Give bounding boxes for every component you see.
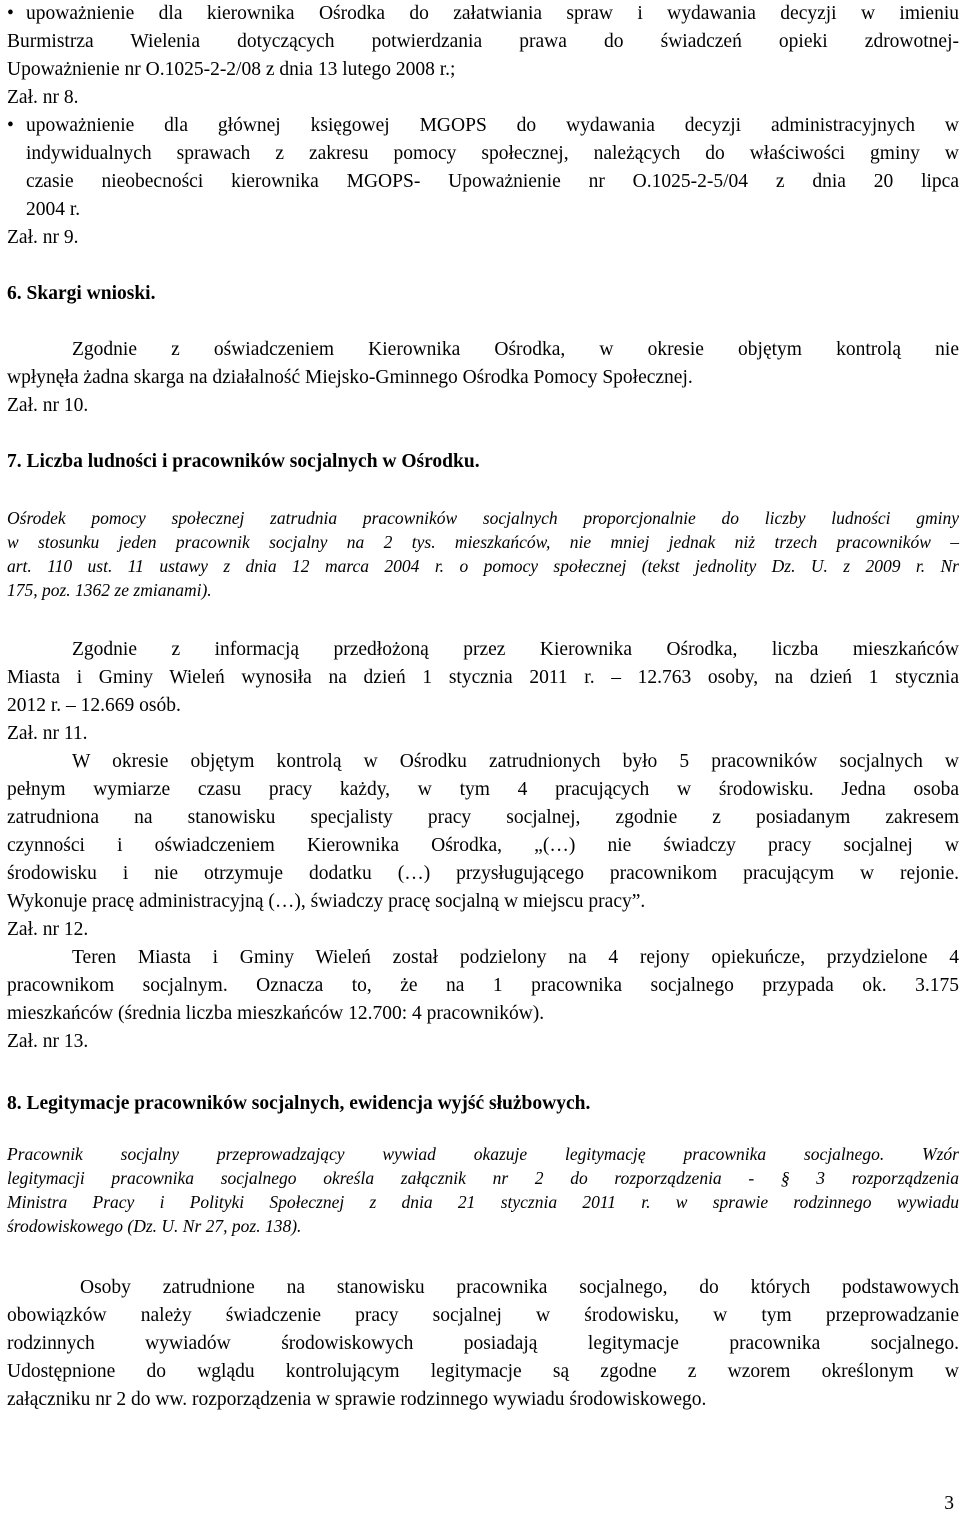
text-line: upoważnienie dla kierownika Ośrodka do załatwiania spraw i wydawania decyzji w imieniu: [26, 3, 959, 24]
id-card-legal-note: [7, 1142, 959, 1238]
attachment-ref: Zał. nr 13.: [7, 1031, 89, 1052]
text-line: Zgodnie z informacją przedłożoną przez Kierownika Ośrodka, liczba mieszkańców: [72, 639, 959, 660]
text-line: czasie nieobecności kierownika MGOPS- Upoważnienie nr O.1025-2-5/04 z dnia 20 lipca: [26, 171, 959, 192]
text-line: w stosunku jeden pracownik socjalny na 2 tys. mieszkańców, nie mniej jednak niż trzech pracowników –: [7, 532, 959, 552]
text-line: Udostępnione do wglądu kontrolującym legitymacje są zgodne z wzorem określonym w: [7, 1361, 959, 1382]
attachment-ref: Zał. nr 8.: [7, 87, 79, 108]
text-line: Ministra Pracy i Polityki Społecznej z dnia 21 stycznia 2011 r. w sprawie rodzinnego wywiadu: [7, 1192, 959, 1212]
staff-paragraph: [7, 748, 959, 916]
districts-paragraph: [7, 944, 959, 1028]
legal-basis-note: [7, 506, 959, 602]
text-line: pracownikom socjalnym. Oznacza to, że na 1 pracownika socjalnego przypada ok. 3.175: [7, 975, 959, 996]
text-line: 175, poz. 1362 ze zmianami).: [7, 580, 212, 600]
attachment-ref: Zał. nr 9.: [7, 227, 79, 248]
text-line: Wykonuje pracę administracyjną (…), świadczy pracę socjalną w miejscu pracy”.: [7, 891, 646, 912]
bullet-marker: •: [7, 3, 14, 24]
text-line: upoważnienie dla głównej księgowej MGOPS do wydawania decyzji administracyjnych w: [26, 115, 959, 136]
text-line: indywidualnych sprawach z zakresu pomocy społecznej, należących do właściwości gminy w: [26, 143, 959, 164]
text-line: 2004 r.: [26, 199, 81, 220]
attachment-ref: Zał. nr 11.: [7, 723, 88, 744]
authorization-item-2: [26, 112, 959, 224]
text-line: załączniku nr 2 do ww. rozporządzenia w sprawie rodzinnego wywiadu środowiskowego.: [7, 1389, 707, 1410]
id-card-paragraph: [7, 1274, 959, 1414]
authorization-item-1: [7, 0, 959, 84]
text-line: środowiskowego (Dz. U. Nr 27, poz. 138).: [7, 1216, 302, 1236]
section-heading: 8. Legitymacje pracowników socjalnych, ewidencja wyjść służbowych.: [7, 1093, 591, 1114]
text-line: środowisku i nie otrzymuje dodatku (…) przysługującego pracownikom pracującym w rejonie.: [7, 863, 959, 884]
section6-paragraph: [7, 336, 959, 392]
text-line: Osoby zatrudnione na stanowisku pracownika socjalnego, do których podstawowych: [80, 1277, 959, 1298]
text-line: obowiązków należy świadczenie pracy socjalnej w środowisku, w tym przeprowadzanie: [7, 1305, 959, 1326]
text-line: Teren Miasta i Gminy Wieleń został podzielony na 4 rejony opiekuńcze, przydzielone 4: [72, 947, 959, 968]
bullet-marker: •: [7, 115, 14, 136]
population-paragraph: [7, 636, 959, 720]
attachment-ref: Zał. nr 12.: [7, 919, 89, 940]
text-line: 2012 r. – 12.669 osób.: [7, 695, 181, 716]
text-line: legitymacji pracownika socjalnego określa załącznik nr 2 do rozporządzenia - § 3 rozporządzenia: [7, 1168, 959, 1188]
text-line: mieszkańców (średnia liczba mieszkańców 12.700: 4 pracowników).: [7, 1003, 545, 1024]
text-line: Ośrodek pomocy społecznej zatrudnia pracowników socjalnych proporcjonalnie do liczby ludności gminy: [7, 508, 959, 528]
attachment-ref: Zał. nr 10.: [7, 395, 89, 416]
text-line: czynności i oświadczeniem Kierownika Ośrodka, „(…) nie świadczy pracy socjalnej w: [7, 835, 959, 856]
text-line: Pracownik socjalny przeprowadzający wywiad okazuje legitymację pracownika socjalnego. Wzór: [7, 1144, 959, 1164]
page-number: 3: [944, 1493, 954, 1514]
text-line: rodzinnych wywiadów środowiskowych posiadają legitymacje pracownika socjalnego.: [7, 1333, 959, 1354]
text-line: W okresie objętym kontrolą w Ośrodku zatrudnionych było 5 pracowników socjalnych w: [72, 751, 959, 772]
section-heading: 7. Liczba ludności i pracowników socjalnych w Ośrodku.: [7, 451, 480, 472]
section-heading: 6. Skargi wnioski.: [7, 283, 156, 304]
text-line: Miasta i Gminy Wieleń wynosiła na dzień 1 stycznia 2011 r. – 12.763 osoby, na dzień 1 stycznia: [7, 667, 959, 688]
text-line: zatrudniona na stanowisku specjalisty pracy socjalnej, zgodnie z posiadanym zakresem: [7, 807, 959, 828]
text-line: wpłynęła żadna skarga na działalność Miejsko-Gminnego Ośrodka Pomocy Społecznej.: [7, 367, 693, 388]
text-line: Upoważnienie nr O.1025-2-2/08 z dnia 13 lutego 2008 r.;: [7, 59, 456, 80]
text-line: Burmistrza Wielenia dotyczących potwierdzania prawa do świadczeń opieki zdrowotnej-: [7, 31, 959, 52]
text-line: pełnym wymiarze czasu pracy każdy, w tym 4 pracujących w środowisku. Jedna osoba: [7, 779, 959, 800]
text-line: art. 110 ust. 11 ustawy z dnia 12 marca 2004 r. o pomocy społecznej (tekst jednolity Dz. U. z 2009 r. Nr: [7, 556, 959, 576]
text-line: Zgodnie z oświadczeniem Kierownika Ośrodka, w okresie objętym kontrolą nie: [72, 339, 959, 360]
